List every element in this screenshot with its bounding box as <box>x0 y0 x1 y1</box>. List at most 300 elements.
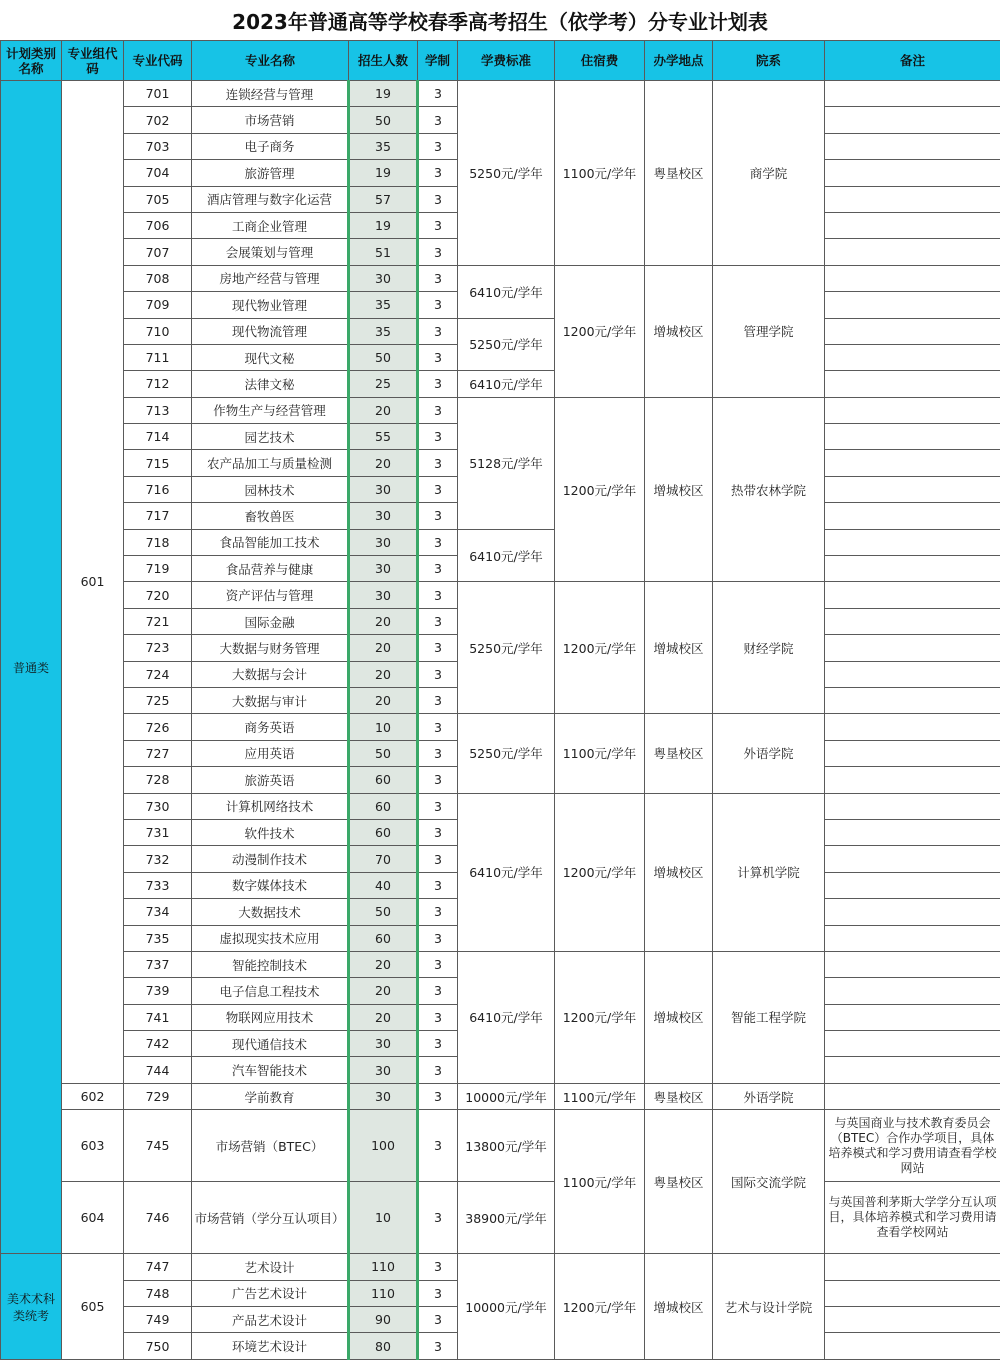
department-cell: 国际交流学院 <box>713 1110 825 1254</box>
major-name-cell: 食品营养与健康 <box>192 556 349 582</box>
duration-cell: 3 <box>418 872 458 898</box>
major-name-cell: 艺术设计 <box>192 1254 349 1280</box>
major-code-cell: 726 <box>124 714 192 740</box>
lodging-fee-cell: 1200元/学年 <box>555 1254 645 1360</box>
duration-cell: 3 <box>418 186 458 212</box>
lodging-fee-cell: 1200元/学年 <box>555 397 645 582</box>
enrollment-count-cell: 35 <box>349 318 418 344</box>
tuition-cell: 6410元/学年 <box>458 951 555 1083</box>
remarks-cell <box>825 239 1000 265</box>
duration-cell: 3 <box>418 133 458 159</box>
lodging-fee-cell: 1100元/学年 <box>555 81 645 266</box>
table-row <box>1 371 1000 397</box>
duration-cell: 3 <box>418 635 458 661</box>
department-cell: 外语学院 <box>713 1083 825 1109</box>
table-row <box>1 529 1000 555</box>
remarks-cell <box>825 899 1000 925</box>
tuition-cell: 13800元/学年 <box>458 1110 555 1182</box>
remarks-cell <box>825 1004 1000 1030</box>
enrollment-count-cell: 50 <box>349 344 418 370</box>
table-row <box>1 1254 1000 1280</box>
remarks-cell <box>825 608 1000 634</box>
enrollment-count-cell: 50 <box>349 899 418 925</box>
remarks-cell <box>825 687 1000 713</box>
remarks-cell <box>825 292 1000 318</box>
enrollment-count-cell: 10 <box>349 1182 418 1254</box>
major-code-cell: 744 <box>124 1057 192 1083</box>
major-code-cell: 739 <box>124 978 192 1004</box>
department-cell: 计算机学院 <box>713 793 825 951</box>
tuition-cell: 5250元/学年 <box>458 714 555 793</box>
major-name-cell: 智能控制技术 <box>192 951 349 977</box>
duration-cell: 3 <box>418 292 458 318</box>
duration-cell: 3 <box>418 424 458 450</box>
table-body <box>1 81 1000 1360</box>
major-name-cell: 现代物流管理 <box>192 318 349 344</box>
table-row <box>1 951 1000 977</box>
campus-cell: 粤垦校区 <box>645 81 713 266</box>
duration-cell: 3 <box>418 107 458 133</box>
header-cell: 住宿费 <box>555 41 645 81</box>
major-name-cell: 市场营销 <box>192 107 349 133</box>
major-name-cell: 动漫制作技术 <box>192 846 349 872</box>
department-cell: 智能工程学院 <box>713 951 825 1083</box>
major-name-cell: 会展策划与管理 <box>192 239 349 265</box>
remarks-cell <box>825 107 1000 133</box>
header-cell: 学费标准 <box>458 41 555 81</box>
enrollment-count-cell: 20 <box>349 397 418 423</box>
table-row <box>1 793 1000 819</box>
major-code-cell: 731 <box>124 819 192 845</box>
major-code-cell: 713 <box>124 397 192 423</box>
remarks-cell <box>825 450 1000 476</box>
enrollment-count-cell: 80 <box>349 1333 418 1359</box>
enrollment-count-cell: 110 <box>349 1280 418 1306</box>
group-code-cell: 601 <box>62 81 124 1084</box>
enrollment-count-cell: 30 <box>349 529 418 555</box>
table-row <box>1 1110 1000 1182</box>
major-code-cell: 711 <box>124 344 192 370</box>
remarks-cell <box>825 503 1000 529</box>
major-name-cell: 作物生产与经营管理 <box>192 397 349 423</box>
remarks-cell <box>825 872 1000 898</box>
remarks-cell <box>825 424 1000 450</box>
remarks-cell <box>825 767 1000 793</box>
major-code-cell: 742 <box>124 1031 192 1057</box>
duration-cell: 3 <box>418 450 458 476</box>
major-name-cell: 软件技术 <box>192 819 349 845</box>
tuition-cell: 5250元/学年 <box>458 81 555 266</box>
remarks-cell <box>825 1083 1000 1109</box>
major-name-cell: 数字媒体技术 <box>192 872 349 898</box>
duration-cell: 3 <box>418 397 458 423</box>
remarks-cell <box>825 133 1000 159</box>
campus-cell: 粤垦校区 <box>645 1110 713 1254</box>
major-name-cell: 食品智能加工技术 <box>192 529 349 555</box>
duration-cell: 3 <box>418 899 458 925</box>
enrollment-count-cell: 30 <box>349 1031 418 1057</box>
remarks-cell <box>825 925 1000 951</box>
tuition-cell: 6410元/学年 <box>458 371 555 397</box>
remarks-cell <box>825 212 1000 238</box>
duration-cell: 3 <box>418 265 458 291</box>
tuition-cell: 38900元/学年 <box>458 1182 555 1254</box>
major-code-cell: 723 <box>124 635 192 661</box>
lodging-fee-cell: 1200元/学年 <box>555 951 645 1083</box>
campus-cell: 增城校区 <box>645 793 713 951</box>
duration-cell: 3 <box>418 819 458 845</box>
lodging-fee-cell: 1200元/学年 <box>555 265 645 397</box>
major-code-cell: 702 <box>124 107 192 133</box>
enrollment-count-cell: 35 <box>349 292 418 318</box>
remarks-cell <box>825 978 1000 1004</box>
major-code-cell: 745 <box>124 1110 192 1182</box>
remarks-cell <box>825 714 1000 740</box>
remarks-cell <box>825 529 1000 555</box>
enrollment-count-cell: 57 <box>349 186 418 212</box>
remarks-cell <box>825 951 1000 977</box>
major-code-cell: 710 <box>124 318 192 344</box>
campus-cell: 增城校区 <box>645 397 713 582</box>
campus-cell: 增城校区 <box>645 951 713 1083</box>
major-code-cell: 705 <box>124 186 192 212</box>
major-name-cell: 环境艺术设计 <box>192 1333 349 1359</box>
lodging-fee-cell: 1100元/学年 <box>555 714 645 793</box>
major-name-cell: 大数据与财务管理 <box>192 635 349 661</box>
duration-cell: 3 <box>418 1333 458 1359</box>
major-code-cell: 720 <box>124 582 192 608</box>
tuition-cell: 10000元/学年 <box>458 1254 555 1360</box>
duration-cell: 3 <box>418 1110 458 1182</box>
enrollment-count-cell: 55 <box>349 424 418 450</box>
remarks-cell <box>825 397 1000 423</box>
header-cell: 办学地点 <box>645 41 713 81</box>
major-name-cell: 汽车智能技术 <box>192 1057 349 1083</box>
major-name-cell: 现代通信技术 <box>192 1031 349 1057</box>
major-name-cell: 工商企业管理 <box>192 212 349 238</box>
major-code-cell: 721 <box>124 608 192 634</box>
major-code-cell: 734 <box>124 899 192 925</box>
major-name-cell: 酒店管理与数字化运营 <box>192 186 349 212</box>
duration-cell: 3 <box>418 978 458 1004</box>
remarks-cell <box>825 1333 1000 1359</box>
tuition-cell: 6410元/学年 <box>458 265 555 318</box>
department-cell: 商学院 <box>713 81 825 266</box>
header-cell: 专业名称 <box>192 41 349 81</box>
duration-cell: 3 <box>418 767 458 793</box>
enrollment-count-cell: 30 <box>349 1083 418 1109</box>
major-name-cell: 虚拟现实技术应用 <box>192 925 349 951</box>
lodging-fee-cell: 1100元/学年 <box>555 1110 645 1254</box>
major-code-cell: 737 <box>124 951 192 977</box>
duration-cell: 3 <box>418 529 458 555</box>
enrollment-count-cell: 20 <box>349 635 418 661</box>
major-name-cell: 现代物业管理 <box>192 292 349 318</box>
department-cell: 管理学院 <box>713 265 825 397</box>
major-name-cell: 现代文秘 <box>192 344 349 370</box>
major-name-cell: 大数据与审计 <box>192 687 349 713</box>
enrollment-count-cell: 10 <box>349 714 418 740</box>
header-cell: 院系 <box>713 41 825 81</box>
enrollment-count-cell: 40 <box>349 872 418 898</box>
enrollment-count-cell: 20 <box>349 687 418 713</box>
remarks-cell <box>825 819 1000 845</box>
duration-cell: 3 <box>418 212 458 238</box>
tuition-cell: 5250元/学年 <box>458 318 555 371</box>
campus-cell: 增城校区 <box>645 265 713 397</box>
tuition-cell: 5250元/学年 <box>458 582 555 714</box>
major-name-cell: 广告艺术设计 <box>192 1280 349 1306</box>
campus-cell: 粤垦校区 <box>645 1083 713 1109</box>
enrollment-count-cell: 20 <box>349 1004 418 1030</box>
department-cell: 热带农林学院 <box>713 397 825 582</box>
remarks-cell: 与英国普利茅斯大学学分互认项目，具体培养模式和学习费用请查看学校网站 <box>825 1182 1000 1254</box>
remarks-cell <box>825 1254 1000 1280</box>
major-code-cell: 729 <box>124 1083 192 1109</box>
remarks-cell <box>825 661 1000 687</box>
duration-cell: 3 <box>418 793 458 819</box>
major-code-cell: 741 <box>124 1004 192 1030</box>
group-code-cell: 605 <box>62 1254 124 1360</box>
enrollment-count-cell: 20 <box>349 608 418 634</box>
remarks-cell <box>825 556 1000 582</box>
group-code-cell: 604 <box>62 1182 124 1254</box>
duration-cell: 3 <box>418 1083 458 1109</box>
campus-cell: 粤垦校区 <box>645 714 713 793</box>
major-name-cell: 市场营销（学分互认项目） <box>192 1182 349 1254</box>
major-code-cell: 727 <box>124 740 192 766</box>
duration-cell: 3 <box>418 1280 458 1306</box>
campus-cell: 增城校区 <box>645 1254 713 1360</box>
enrollment-count-cell: 19 <box>349 81 418 107</box>
duration-cell: 3 <box>418 1254 458 1280</box>
duration-cell: 3 <box>418 661 458 687</box>
enrollment-count-cell: 30 <box>349 265 418 291</box>
remarks-cell <box>825 1280 1000 1306</box>
major-name-cell: 畜牧兽医 <box>192 503 349 529</box>
plan-category-cell: 普通类 <box>1 81 62 1254</box>
lodging-fee-cell: 1200元/学年 <box>555 793 645 951</box>
major-code-cell: 715 <box>124 450 192 476</box>
major-name-cell: 电子商务 <box>192 133 349 159</box>
major-code-cell: 707 <box>124 239 192 265</box>
lodging-fee-cell: 1200元/学年 <box>555 582 645 714</box>
table-row <box>1 1083 1000 1109</box>
header-cell: 备注 <box>825 41 1000 81</box>
enrollment-count-cell: 50 <box>349 740 418 766</box>
group-code-cell: 602 <box>62 1083 124 1109</box>
duration-cell: 3 <box>418 1307 458 1333</box>
header-cell: 学制 <box>418 41 458 81</box>
major-name-cell: 旅游英语 <box>192 767 349 793</box>
major-name-cell: 旅游管理 <box>192 160 349 186</box>
duration-cell: 3 <box>418 1031 458 1057</box>
duration-cell: 3 <box>418 81 458 107</box>
duration-cell: 3 <box>418 239 458 265</box>
major-name-cell: 产品艺术设计 <box>192 1307 349 1333</box>
enrollment-count-cell: 30 <box>349 582 418 608</box>
duration-cell: 3 <box>418 687 458 713</box>
enrollment-count-cell: 25 <box>349 371 418 397</box>
major-code-cell: 717 <box>124 503 192 529</box>
enrollment-count-cell: 70 <box>349 846 418 872</box>
major-code-cell: 703 <box>124 133 192 159</box>
duration-cell: 3 <box>418 608 458 634</box>
major-name-cell: 物联网应用技术 <box>192 1004 349 1030</box>
major-code-cell: 730 <box>124 793 192 819</box>
major-code-cell: 725 <box>124 687 192 713</box>
table-row <box>1 265 1000 291</box>
duration-cell: 3 <box>418 503 458 529</box>
major-code-cell: 732 <box>124 846 192 872</box>
table-row <box>1 582 1000 608</box>
lodging-fee-cell: 1100元/学年 <box>555 1083 645 1109</box>
major-code-cell: 704 <box>124 160 192 186</box>
major-name-cell: 农产品加工与质量检测 <box>192 450 349 476</box>
duration-cell: 3 <box>418 1004 458 1030</box>
remarks-cell <box>825 846 1000 872</box>
major-code-cell: 716 <box>124 476 192 502</box>
enrollment-count-cell: 60 <box>349 925 418 951</box>
remarks-cell <box>825 793 1000 819</box>
remarks-cell <box>825 265 1000 291</box>
enrollment-count-cell: 30 <box>349 503 418 529</box>
major-code-cell: 750 <box>124 1333 192 1359</box>
enrollment-count-cell: 30 <box>349 556 418 582</box>
department-cell: 艺术与设计学院 <box>713 1254 825 1360</box>
remarks-cell <box>825 1031 1000 1057</box>
major-name-cell: 国际金融 <box>192 608 349 634</box>
remarks-cell <box>825 1057 1000 1083</box>
major-code-cell: 706 <box>124 212 192 238</box>
page-title: 2023年普通高等学校春季高考招生（依学考）分专业计划表 <box>232 9 768 34</box>
duration-cell: 3 <box>418 318 458 344</box>
major-name-cell: 市场营销（BTEC） <box>192 1110 349 1182</box>
major-name-cell: 法律文秘 <box>192 371 349 397</box>
duration-cell: 3 <box>418 740 458 766</box>
major-code-cell: 749 <box>124 1307 192 1333</box>
major-code-cell: 714 <box>124 424 192 450</box>
major-code-cell: 735 <box>124 925 192 951</box>
duration-cell: 3 <box>418 951 458 977</box>
enrollment-count-cell: 19 <box>349 160 418 186</box>
remarks-cell <box>825 160 1000 186</box>
enrollment-count-cell: 30 <box>349 476 418 502</box>
header-cell: 专业代码 <box>124 41 192 81</box>
enrollment-count-cell: 20 <box>349 450 418 476</box>
duration-cell: 3 <box>418 714 458 740</box>
major-code-cell: 712 <box>124 371 192 397</box>
enrollment-count-cell: 20 <box>349 661 418 687</box>
duration-cell: 3 <box>418 371 458 397</box>
duration-cell: 3 <box>418 160 458 186</box>
major-name-cell: 应用英语 <box>192 740 349 766</box>
major-name-cell: 大数据与会计 <box>192 661 349 687</box>
major-code-cell: 733 <box>124 872 192 898</box>
tuition-cell: 6410元/学年 <box>458 793 555 951</box>
header-cell: 招生人数 <box>349 41 418 81</box>
major-name-cell: 大数据技术 <box>192 899 349 925</box>
duration-cell: 3 <box>418 556 458 582</box>
enrollment-count-cell: 100 <box>349 1110 418 1182</box>
enrollment-count-cell: 60 <box>349 819 418 845</box>
table-row <box>1 714 1000 740</box>
remarks-cell <box>825 635 1000 661</box>
major-code-cell: 701 <box>124 81 192 107</box>
enrollment-count-cell: 110 <box>349 1254 418 1280</box>
remarks-cell <box>825 318 1000 344</box>
tuition-cell: 5128元/学年 <box>458 397 555 529</box>
remarks-cell <box>825 81 1000 107</box>
enrollment-count-cell: 60 <box>349 793 418 819</box>
remarks-cell <box>825 476 1000 502</box>
table-header-row <box>1 41 1000 81</box>
duration-cell: 3 <box>418 1182 458 1254</box>
remarks-cell <box>825 186 1000 212</box>
header-cell: 计划类别名称 <box>1 41 62 81</box>
major-code-cell: 728 <box>124 767 192 793</box>
major-name-cell: 学前教育 <box>192 1083 349 1109</box>
enrollment-count-cell: 50 <box>349 107 418 133</box>
major-name-cell: 连锁经营与管理 <box>192 81 349 107</box>
tuition-cell: 6410元/学年 <box>458 529 555 582</box>
remarks-cell: 与英国商业与技术教育委员会（BTEC）合作办学项目，具体培养模式和学习费用请查看学校网站 <box>825 1110 1000 1182</box>
major-code-cell: 719 <box>124 556 192 582</box>
major-name-cell: 资产评估与管理 <box>192 582 349 608</box>
major-name-cell: 计算机网络技术 <box>192 793 349 819</box>
duration-cell: 3 <box>418 344 458 370</box>
remarks-cell <box>825 740 1000 766</box>
major-name-cell: 电子信息工程技术 <box>192 978 349 1004</box>
table-row <box>1 81 1000 107</box>
header-cell: 专业组代码 <box>62 41 124 81</box>
major-name-cell: 园林技术 <box>192 476 349 502</box>
duration-cell: 3 <box>418 476 458 502</box>
remarks-cell <box>825 1307 1000 1333</box>
major-code-cell: 748 <box>124 1280 192 1306</box>
enrollment-plan-table <box>0 40 1000 1360</box>
remarks-cell <box>825 582 1000 608</box>
enrollment-count-cell: 51 <box>349 239 418 265</box>
major-name-cell: 房地产经营与管理 <box>192 265 349 291</box>
enrollment-count-cell: 60 <box>349 767 418 793</box>
major-code-cell: 746 <box>124 1182 192 1254</box>
enrollment-count-cell: 90 <box>349 1307 418 1333</box>
duration-cell: 3 <box>418 582 458 608</box>
department-cell: 财经学院 <box>713 582 825 714</box>
enrollment-count-cell: 30 <box>349 1057 418 1083</box>
campus-cell: 增城校区 <box>645 582 713 714</box>
major-code-cell: 724 <box>124 661 192 687</box>
major-code-cell: 708 <box>124 265 192 291</box>
duration-cell: 3 <box>418 846 458 872</box>
remarks-cell <box>825 371 1000 397</box>
table-row <box>1 397 1000 423</box>
major-code-cell: 747 <box>124 1254 192 1280</box>
enrollment-count-cell: 20 <box>349 951 418 977</box>
major-name-cell: 园艺技术 <box>192 424 349 450</box>
major-code-cell: 718 <box>124 529 192 555</box>
major-code-cell: 709 <box>124 292 192 318</box>
tuition-cell: 10000元/学年 <box>458 1083 555 1109</box>
group-code-cell: 603 <box>62 1110 124 1182</box>
enrollment-count-cell: 19 <box>349 212 418 238</box>
duration-cell: 3 <box>418 925 458 951</box>
duration-cell: 3 <box>418 1057 458 1083</box>
department-cell: 外语学院 <box>713 714 825 793</box>
table-row <box>1 318 1000 344</box>
remarks-cell <box>825 344 1000 370</box>
